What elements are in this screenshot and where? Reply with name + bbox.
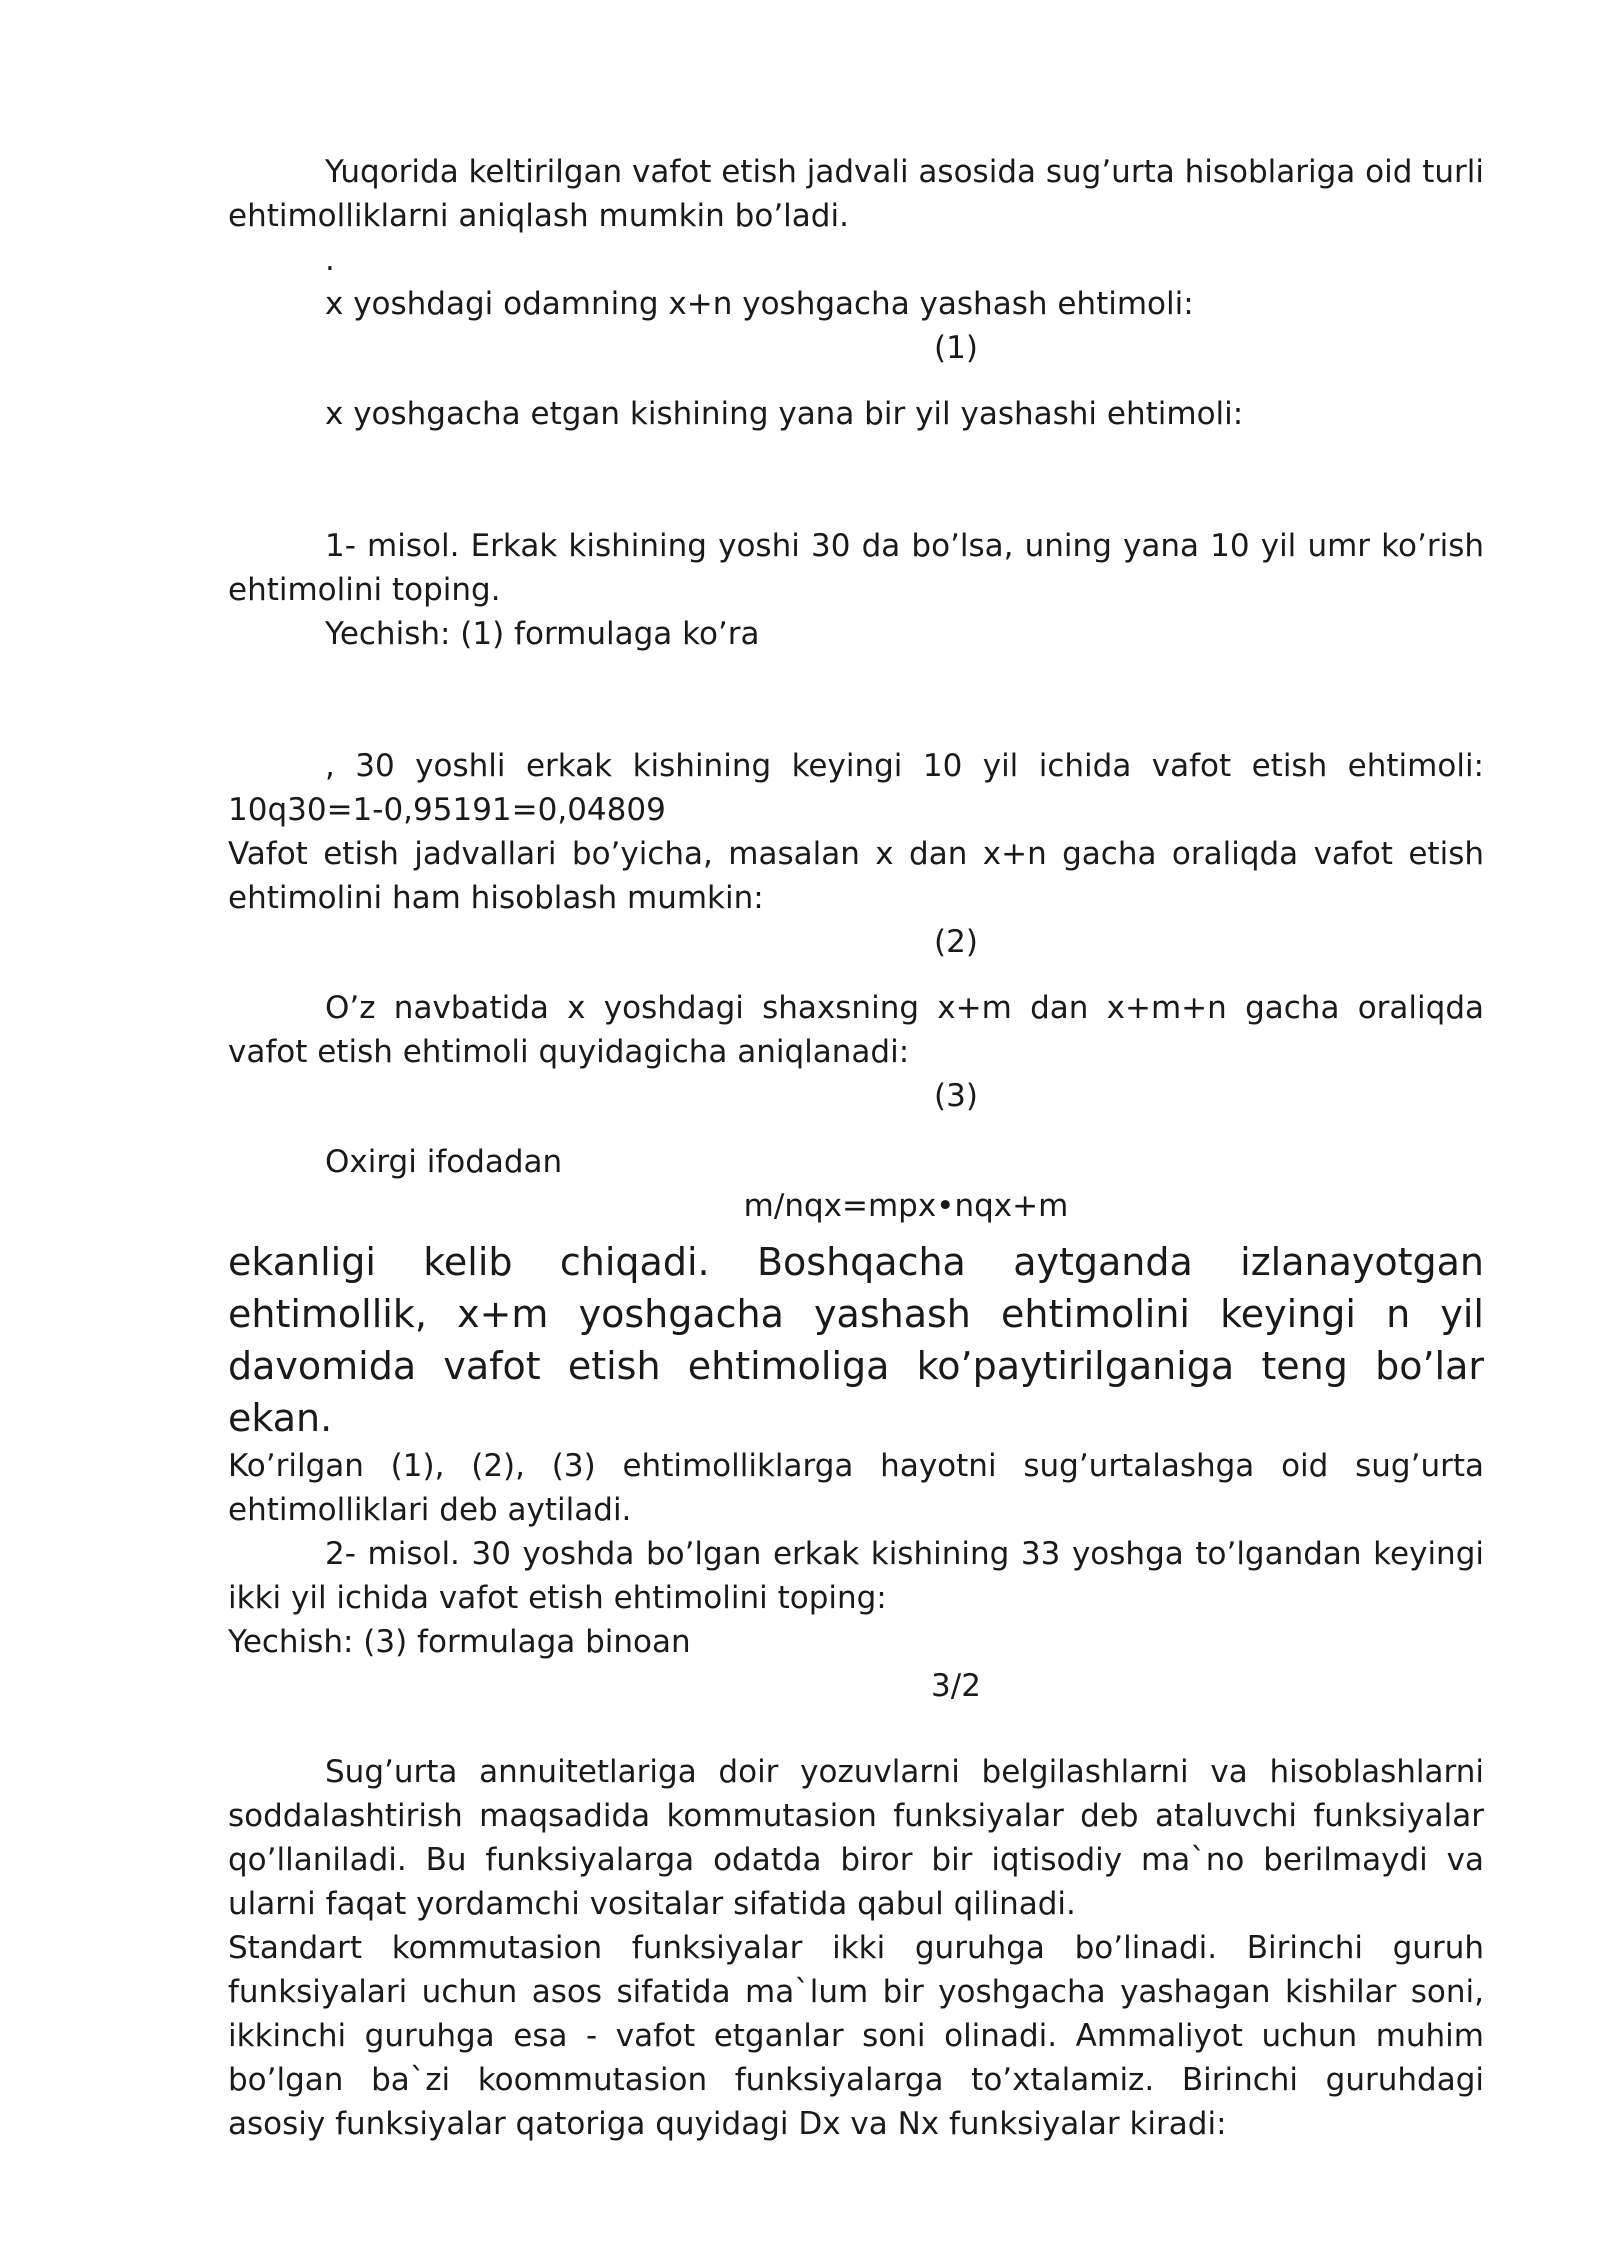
paragraph-annuities: Sug’urta annuitetlariga doir yozuvlarni belgilashlarni va hisoblashlarni soddalashtirish maqsadida kommutasion funksiyalar deb ataluvchi funksiyalar qo’llaniladi. Bu funksiyalarga odatda biror bir iqtisodiy ma`no berilmaydi va ularni faqat yordamchi vositalar sifatida qabul qilinadi. xyxy=(228,1754,1484,1922)
paragraph-death-prob: Vafot etish jadvallari bo’yicha, masalan x dan x+n gacha oraliqda vafot etish ehtimolini ham hisoblash mumkin: xyxy=(228,836,1484,916)
paragraph-deferred-death-prob: O’z navbatida x yoshdagi shaxsning x+m dan x+m+n gacha oraliqda vafot etish ehtimoli quyidagicha aniqlanadi: xyxy=(228,990,1484,1070)
paragraph-insurance-probs: Ko’rilgan (1), (2), (3) ehtimolliklarga hayotni sug’urtalashga oid sug’urta ehtimolliklari deb aytiladi. xyxy=(228,1448,1484,1528)
example-2-statement: 2- misol. 30 yoshda bo’lgan erkak kishining 33 yoshga to’lgandan keyingi ikki yil ichida vafot etish ehtimolini toping: xyxy=(228,1536,1484,1616)
paragraph-commutation-functions: Standart kommutasion funksiyalar ikki guruhga bo’linadi. Birinchi guruh funksiyalari uchun asos sifatida ma`lum bir yoshgacha yashagan kishilar soni, ikkinchi guruhga esa - vafot etganlar soni olinadi. Ammaliyot uchun muhim bo’lgan ba`zi koommutasion funksiyalarga to’xtalamiz. Birinchi guruhdagi asosiy funksiyalar qatoriga quyidagi Dx va Nx funksiyalar kiradi: xyxy=(228,1930,1484,2142)
paragraph-conclusion: ekanligi kelib chiqadi. Boshqacha aytganda izlanayotgan ehtimollik, x+m yoshgacha yashash ehtimolini keyingi n yil davomida vafot etish ehtimoliga ko’paytirilganiga teng bo’lar ekan. xyxy=(228,1240,1484,1440)
example-1-statement: 1- misol. Erkak kishining yoshi 30 da bo’lsa, uning yana 10 yil umr ko’rish ehtimolini toping. xyxy=(228,528,1484,608)
paragraph-survival-prob: x yoshdagi odamning x+n yoshgacha yashash ehtimoli: xyxy=(325,286,1194,322)
equation-number-3: (3) xyxy=(934,1078,978,1114)
paragraph-last-expression: Oxirgi ifodadan xyxy=(325,1144,563,1180)
equation-number-1: (1) xyxy=(934,330,978,366)
example-1-result: , 30 yoshli erkak kishining keyingi 10 yil ichida vafot etish ehtimoli: 10q30=1-0,95191=0,04809 xyxy=(228,748,1484,828)
example-2-solution: Yechish: (3) formulaga binoan xyxy=(228,1624,691,1660)
document-page xyxy=(228,150,1484,2146)
paragraph-one-year-prob: x yoshgacha etgan kishining yana bir yil yashashi ehtimoli: xyxy=(325,396,1244,432)
example-1-solution: Yechish: (1) formulaga ko’ra xyxy=(325,616,760,652)
formula-line: m/nqx=mpx•nqx+m xyxy=(743,1188,1069,1224)
fraction-label: 3/2 xyxy=(931,1668,981,1704)
equation-number-2: (2) xyxy=(934,924,978,960)
paragraph-intro: Yuqorida keltirilgan vafot etish jadvali asosida sug’urta hisoblariga oid turli ehtimolliklarni aniqlash mumkin bo’ladi. xyxy=(228,154,1485,234)
dot-line: . xyxy=(325,242,335,278)
